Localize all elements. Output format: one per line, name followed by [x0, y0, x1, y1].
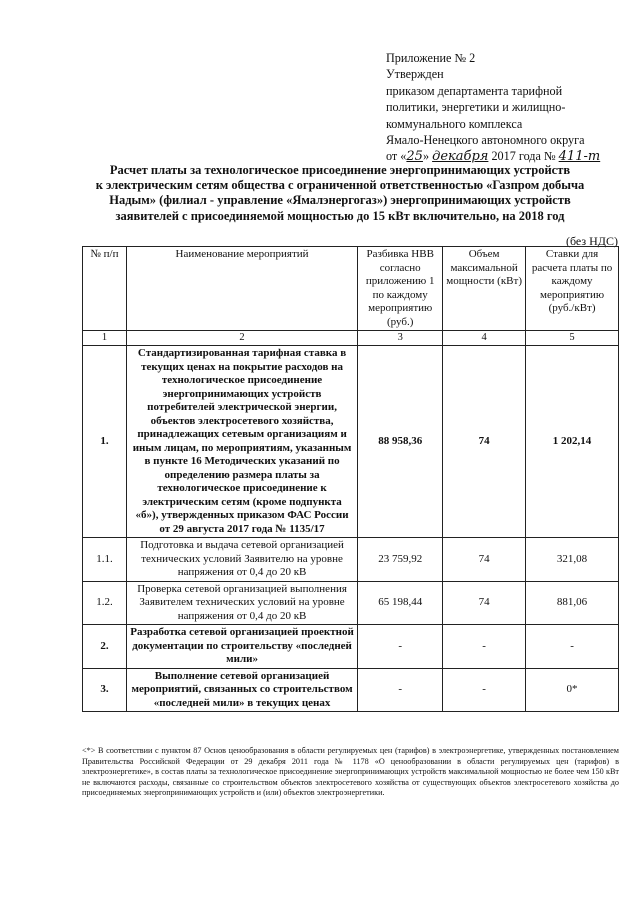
- row-power: 74: [443, 346, 526, 538]
- row-num: 2.: [83, 625, 127, 669]
- row-num: 1.: [83, 346, 127, 538]
- row-name: Выполнение сетевой организацией мероприятий, связанных со строительством «последней мили» в текущих ценах: [126, 668, 357, 712]
- header-rate: Ставки для расчета платы по каждому мероприятию (руб./кВт): [526, 247, 619, 331]
- handwritten-month: декабря: [432, 149, 489, 165]
- row-num: 1.2.: [83, 581, 127, 625]
- title-line-3: Надым» (филиал - управление «Ямалэнергогаз») энергопринимающих устройств: [109, 193, 571, 208]
- column-number: 1: [83, 331, 127, 346]
- row-name: Подготовка и выдача сетевой организацией технических условий Заявителю на уровне напряжения от 0,4 до 20 кВ: [126, 538, 357, 582]
- row-rate: 881,06: [526, 581, 619, 625]
- column-number: 2: [126, 331, 357, 346]
- approval-date-line: от «25» декабря 2017 года № 411-т: [386, 149, 601, 165]
- row-nvv: -: [358, 625, 443, 669]
- table-row: [83, 625, 619, 669]
- row-nvv: 88 958,36: [358, 346, 443, 538]
- row-num: 1.1.: [83, 538, 127, 582]
- row-rate: -: [526, 625, 619, 669]
- title-line-2: к электрическим сетям общества с ограниченной ответственностью «Газпром добыча: [95, 178, 585, 193]
- row-name: Проверка сетевой организацией выполнения Заявителем технических условий на уровне напряжения от 0,4 до 20 кВ: [126, 581, 357, 625]
- header-num: № п/п: [83, 247, 127, 331]
- row-rate: 0*: [526, 668, 619, 712]
- footnote: <*> В соответствии с пунктом 87 Основ ценообразования в области регулируемых цен (тарифов) в электроэнергетике, утвержденных постановлением Правительства Российской Федерации от 29 декабря 2011 года № 1178 «О ценообразовании в области регулируемых цен (тарифов) в электроэнергетике», в состав платы за технологическое присоединение энергопринимающих устройств максимальной мощностью не более чем 150 кВт не включаются расходы, связанные со строительством объектов электросетевого хозяйства от существующих объектов электросетевого хозяйства до присоединяемых энергопринимающих устройств и (или) объектов электроэнергетики.: [82, 746, 619, 798]
- header-nvv: Разбивка НВВ согласно приложению 1 по каждому мероприятию (руб.): [358, 247, 443, 331]
- table-row: [83, 538, 619, 582]
- column-number: 5: [526, 331, 619, 346]
- table-header-row: [83, 247, 619, 331]
- title-line-1: Расчет платы за технологическое присоединение энергопринимающих устройств: [109, 163, 571, 177]
- column-number: 3: [358, 331, 443, 346]
- approval-block: [386, 50, 626, 166]
- row-power: 74: [443, 538, 526, 582]
- approval-line-5: коммунального комплекса: [386, 116, 523, 131]
- approval-line-4: политики, энергетики и жилищно-: [386, 100, 566, 115]
- row-nvv: -: [358, 668, 443, 712]
- table-row: [83, 346, 619, 538]
- row-name: Стандартизированная тарифная ставка в текущих ценах на покрытие расходов на технологическое присоединение энергопринимающих устройств потребителей электрической энергии, объектов электросетевого хозяйства, принадлежащих сетевым организациям и иным лицам, по мероприятиям, указанным в пункте 16 Методических указаний по определению размера платы за технологическое присоединение к электрическим сетям (кроме подпункта «б»), утвержденных приказом ФАС России от 29 августа 2017 года № 1135/17: [126, 346, 357, 538]
- title-line-4: заявителей с присоединяемой мощностью до 15 кВт включительно, на 2018 год: [115, 208, 565, 223]
- column-number-row: [83, 331, 619, 346]
- row-power: 74: [443, 581, 526, 625]
- row-nvv: 65 198,44: [358, 581, 443, 625]
- header-power: Объем максимальной мощности (кВт): [443, 247, 526, 331]
- table-row: [83, 668, 619, 712]
- handwritten-day: 25: [406, 149, 423, 165]
- row-power: -: [443, 625, 526, 669]
- document-title: [70, 163, 610, 224]
- tariff-table: [82, 246, 619, 712]
- row-power: -: [443, 668, 526, 712]
- table-row: [83, 581, 619, 625]
- row-num: 3.: [83, 668, 127, 712]
- handwritten-order-number: 411-т: [558, 149, 601, 165]
- header-name: Наименование мероприятий: [126, 247, 357, 331]
- approval-line-3: приказом департамента тарифной: [386, 83, 563, 98]
- approval-line-6: Ямало-Ненецкого автономного округа: [386, 133, 585, 148]
- row-rate: 1 202,14: [526, 346, 619, 538]
- column-number: 4: [443, 331, 526, 346]
- vat-note: (без НДС): [565, 234, 618, 248]
- appendix-number: Приложение № 2: [386, 51, 476, 65]
- row-nvv: 23 759,92: [358, 538, 443, 582]
- row-rate: 321,08: [526, 538, 619, 582]
- row-name: Разработка сетевой организацией проектной документации по строительству «последней мили»: [126, 625, 357, 669]
- approved-label: Утвержден: [386, 67, 444, 82]
